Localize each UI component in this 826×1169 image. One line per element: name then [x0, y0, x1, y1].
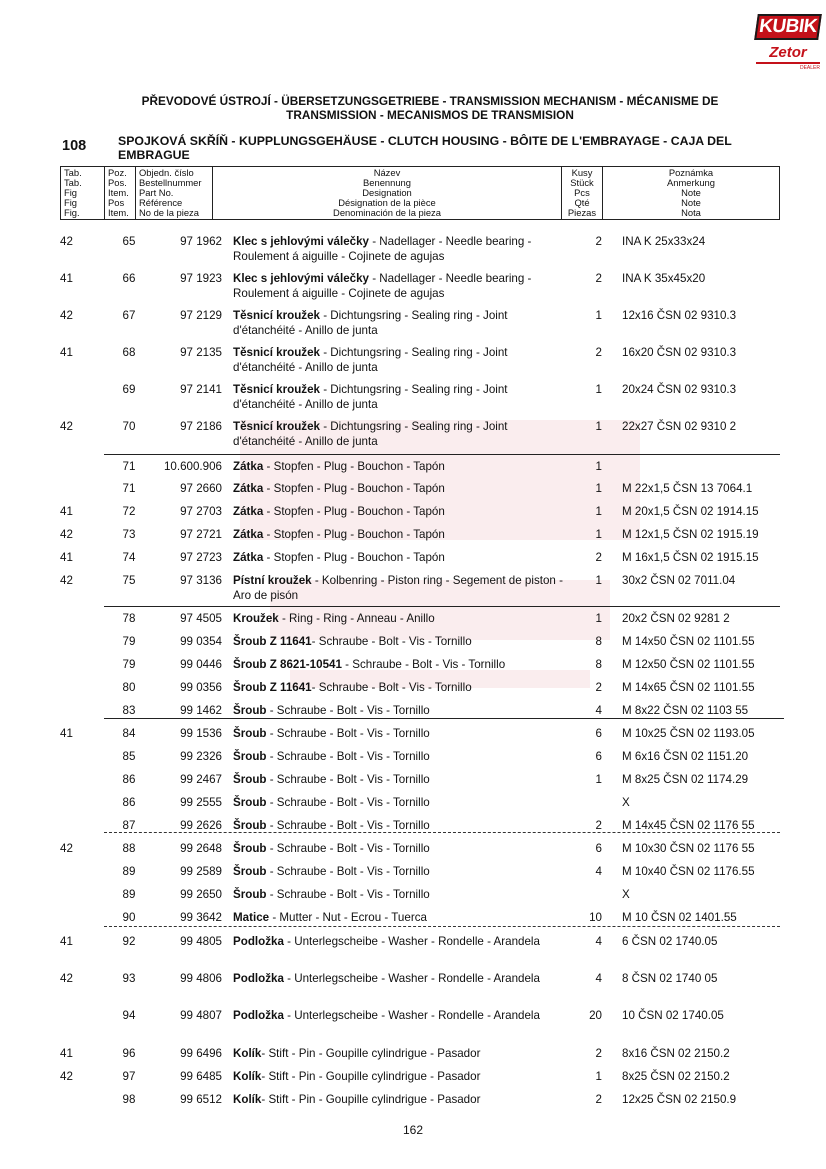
fig-cell: 42 [60, 420, 73, 433]
position-cell: 84 [122, 727, 136, 740]
note-cell: 6 ČSN 02 1740.05 [622, 935, 718, 948]
col-note-header: Poznámka Anmerkung Note Note Nota [603, 167, 780, 220]
quantity-cell: 8 [595, 658, 602, 671]
designation-cell [233, 574, 563, 603]
designation-cell [233, 346, 563, 375]
part-name-translations: - Schraube - Bolt - Vis - Tornillo [266, 888, 430, 901]
position-cell: 69 [122, 383, 136, 396]
part-name-cz: Kolík [233, 1093, 262, 1106]
part-name-translations: - Stopfen - Plug - Bouchon - Tapón [263, 482, 445, 495]
note-cell: M 6x16 ČSN 02 1151.20 [622, 750, 749, 763]
designation-cell [233, 505, 563, 520]
part-name-translations: - Dichtungsring - Sealing ring - Joint d'étanchéité - Anillo de junta [233, 309, 508, 337]
designation-cell [233, 972, 563, 987]
quantity-cell: 6 [595, 842, 602, 855]
part-name-translations: - Kolbenring - Piston ring - Segement de piston - Aro de pisón [233, 574, 563, 602]
note-cell: M 20x1,5 ČSN 02 1914.15 [622, 505, 759, 518]
part-number-cell: 97 1962 [180, 235, 222, 248]
note-cell: INA K 25x33x24 [622, 235, 706, 248]
quantity-cell: 1 [595, 528, 602, 541]
part-name-translations: - Schraube - Bolt - Vis - Tornillo [266, 773, 430, 786]
position-cell: 79 [122, 658, 136, 671]
part-name-cz: Šroub [233, 796, 267, 809]
position-cell: 98 [122, 1093, 136, 1106]
part-number-cell: 97 2723 [180, 551, 222, 564]
designation-cell [233, 309, 563, 338]
page-number: 162 [402, 1123, 424, 1137]
part-number-cell: 99 4807 [180, 1009, 222, 1022]
note-cell: X [622, 888, 630, 901]
position-cell: 86 [122, 773, 136, 786]
group-separator [104, 606, 780, 607]
part-name-translations: - Schraube - Bolt - Vis - Tornillo [311, 635, 472, 648]
position-cell: 78 [122, 612, 136, 625]
quantity-cell: 1 [595, 505, 602, 518]
part-name-translations: - Stopfen - Plug - Bouchon - Tapón [263, 505, 445, 518]
logo-tagline: DEALER [799, 65, 820, 71]
designation-cell [233, 272, 563, 301]
position-cell: 87 [122, 819, 136, 832]
note-cell: M 16x1,5 ČSN 02 1915.15 [622, 551, 759, 564]
part-name-cz: Šroub Z 8621-10541 [233, 658, 342, 671]
quantity-cell: 1 [595, 1070, 602, 1083]
quantity-cell: 6 [595, 727, 602, 740]
part-name-translations: - Schraube - Bolt - Vis - Tornillo [266, 727, 430, 740]
part-name-translations: - Schraube - Bolt - Vis - Tornillo [311, 681, 472, 694]
designation-cell [233, 482, 563, 497]
position-cell: 65 [122, 235, 136, 248]
note-cell: M 10x25 ČSN 02 1193.05 [622, 727, 755, 740]
part-number-cell: 99 4805 [180, 935, 222, 948]
part-number-cell: 99 2648 [180, 842, 222, 855]
part-name-cz: Šroub [233, 888, 267, 901]
col-fig-header: Tab. Tab. Fig Fig Fig. [61, 167, 105, 220]
part-name-cz: Šroub [233, 750, 267, 763]
part-name-translations: - Stift - Pin - Goupille cylindrigue - Pasador [261, 1070, 481, 1083]
part-name-cz: Klec s jehlovými válečky [233, 235, 369, 248]
col-qty-header: Kusy Stück Pcs Qté Piezas [562, 167, 603, 220]
part-name-translations: - Schraube - Bolt - Vis - Tornillo [341, 658, 506, 671]
part-number-cell: 97 2660 [180, 482, 222, 495]
part-number-cell: 97 2721 [180, 528, 222, 541]
part-number-cell: 97 2186 [180, 420, 222, 433]
col-name-header: Název Benennung Designation Désignation de la pièce Denominación de la pieza [213, 167, 562, 220]
fig-cell: 42 [60, 972, 73, 985]
designation-cell [233, 635, 563, 650]
quantity-cell: 4 [595, 935, 602, 948]
part-name-translations: - Stift - Pin - Goupille cylindrigue - Pasador [261, 1047, 481, 1060]
quantity-cell: 6 [595, 750, 602, 763]
part-number-cell: 99 1536 [180, 727, 222, 740]
part-name-cz: Podložka [233, 935, 284, 948]
position-cell: 72 [122, 505, 136, 518]
fig-cell: 41 [60, 551, 73, 564]
quantity-cell: 4 [595, 972, 602, 985]
part-number-cell: 99 2467 [180, 773, 222, 786]
part-name-translations: - Schraube - Bolt - Vis - Tornillo [266, 865, 430, 878]
note-cell: 12x16 ČSN 02 9310.3 [622, 309, 737, 322]
position-cell: 89 [122, 865, 136, 878]
note-cell: X [622, 796, 630, 809]
part-number-cell: 97 2703 [180, 505, 222, 518]
part-name-translations: - Dichtungsring - Sealing ring - Joint d'étanchéité - Anillo de junta [233, 383, 508, 411]
note-cell: M 22x1,5 ČSN 13 7064.1 [622, 482, 753, 495]
fig-cell: 41 [60, 935, 73, 948]
part-name-translations: - Dichtungsring - Sealing ring - Joint d'étanchéité - Anillo de junta [233, 420, 508, 448]
designation-cell [233, 551, 563, 566]
position-cell: 71 [122, 460, 136, 473]
position-cell: 85 [122, 750, 136, 763]
part-name-translations: - Schraube - Bolt - Vis - Tornillo [266, 750, 430, 763]
fig-cell: 41 [60, 346, 73, 359]
position-cell: 96 [122, 1047, 136, 1060]
part-name-cz: Kroužek [233, 612, 279, 625]
note-cell: INA K 35x45x20 [622, 272, 706, 285]
position-cell: 89 [122, 888, 136, 901]
part-name-translations: - Schraube - Bolt - Vis - Tornillo [266, 819, 430, 832]
quantity-cell: 10 [589, 911, 602, 924]
part-number-cell: 97 4505 [180, 612, 222, 625]
quantity-cell: 2 [595, 346, 602, 359]
part-name-cz: Pístní kroužek [233, 574, 312, 587]
designation-cell [233, 420, 563, 449]
part-number-cell: 97 2141 [180, 383, 222, 396]
part-number-cell: 97 2135 [180, 346, 222, 359]
part-number-cell: 99 0446 [180, 658, 222, 671]
fig-cell: 42 [60, 235, 73, 248]
position-cell: 66 [122, 272, 136, 285]
part-name-cz: Šroub [233, 727, 267, 740]
quantity-cell: 4 [595, 865, 602, 878]
part-number-cell: 99 2650 [180, 888, 222, 901]
note-cell: M 14x65 ČSN 02 1101.55 [622, 681, 755, 694]
note-cell: M 14x50 ČSN 02 1101.55 [622, 635, 755, 648]
part-name-translations: - Dichtungsring - Sealing ring - Joint d'étanchéité - Anillo de junta [233, 346, 508, 374]
designation-cell [233, 704, 563, 719]
quantity-cell: 1 [595, 574, 602, 587]
designation-cell [233, 911, 563, 926]
quantity-cell: 2 [595, 551, 602, 564]
quantity-cell: 1 [595, 383, 602, 396]
designation-cell [233, 1009, 563, 1024]
part-number-cell: 99 2589 [180, 865, 222, 878]
position-cell: 94 [122, 1009, 136, 1022]
part-name-cz: Kolík [233, 1047, 262, 1060]
quantity-cell: 1 [595, 612, 602, 625]
part-name-translations: - Unterlegscheibe - Washer - Rondelle - Arandela [283, 935, 540, 948]
part-number-cell: 99 6512 [180, 1093, 222, 1106]
position-cell: 73 [122, 528, 136, 541]
part-name-cz: Podložka [233, 972, 284, 985]
part-name-cz: Šroub [233, 865, 267, 878]
part-number-cell: 99 6496 [180, 1047, 222, 1060]
part-name-cz: Zátka [233, 551, 264, 564]
part-number-cell: 99 3642 [180, 911, 222, 924]
part-number-cell: 99 2555 [180, 796, 222, 809]
group-separator [104, 926, 780, 927]
designation-cell [233, 681, 563, 696]
quantity-cell: 2 [595, 235, 602, 248]
part-name-translations: - Schraube - Bolt - Vis - Tornillo [266, 796, 430, 809]
position-cell: 74 [122, 551, 136, 564]
quantity-cell: 4 [595, 704, 602, 717]
group-separator [104, 832, 780, 833]
chapter-title: PŘEVODOVÉ ÚSTROJÍ - ÜBERSETZUNGSGETRIEBE - TRANSMISSION MECHANISM - MÉCANISME DE TRANSMISSION - MECANISMOS DE TRANSMISION [141, 94, 719, 122]
note-cell: M 8x22 ČSN 02 1103 55 [622, 704, 749, 717]
designation-cell [233, 727, 563, 742]
position-cell: 83 [122, 704, 136, 717]
note-cell: 8x16 ČSN 02 2150.2 [622, 1047, 730, 1060]
fig-cell: 42 [60, 528, 73, 541]
note-cell: 20x2 ČSN 02 9281 2 [622, 612, 730, 625]
part-name-cz: Šroub [233, 819, 267, 832]
note-cell: M 14x45 ČSN 02 1176 55 [622, 819, 755, 832]
fig-cell: 41 [60, 727, 73, 740]
quantity-cell: 1 [595, 773, 602, 786]
part-name-cz: Zátka [233, 528, 264, 541]
designation-cell [233, 383, 563, 412]
part-number-cell: 10.600.906 [163, 460, 222, 473]
section-title: SPOJKOVÁ SKŘÍŇ - KUPPLUNGSGEHÄUSE - CLUTCH HOUSING - BÔITE DE L'EMBRAYAGE - CAJA DEL EMBRAGUE [118, 134, 732, 162]
group-separator [104, 718, 784, 719]
part-name-cz: Matice [233, 911, 270, 924]
part-name-translations: - Nadellager - Needle bearing - Roulement á aiguille - Cojinete de agujas [233, 235, 532, 263]
group-separator [104, 454, 780, 455]
position-cell: 86 [122, 796, 136, 809]
part-number-cell: 97 2129 [180, 309, 222, 322]
note-cell: 30x2 ČSN 02 7011.04 [622, 574, 736, 587]
designation-cell [233, 1047, 563, 1062]
position-cell: 92 [122, 935, 136, 948]
position-cell: 68 [122, 346, 136, 359]
fig-cell: 41 [60, 1047, 73, 1060]
note-cell: 10 ČSN 02 1740.05 [622, 1009, 724, 1022]
designation-cell [233, 528, 563, 543]
position-cell: 70 [122, 420, 136, 433]
note-cell: 8x25 ČSN 02 2150.2 [622, 1070, 730, 1083]
part-name-cz: Šroub Z 11641 [233, 681, 312, 694]
quantity-cell: 8 [595, 635, 602, 648]
logo-brand: KUBIK [754, 14, 822, 40]
part-name-cz: Šroub [233, 704, 267, 717]
part-name-translations: - Nadellager - Needle bearing - Roulement á aiguille - Cojinete de agujas [233, 272, 532, 300]
position-cell: 67 [122, 309, 136, 322]
note-cell: 12x25 ČSN 02 2150.9 [622, 1093, 737, 1106]
note-cell: M 8x25 ČSN 02 1174.29 [622, 773, 749, 786]
note-cell: 8 ČSN 02 1740 05 [622, 972, 718, 985]
designation-cell [233, 658, 563, 673]
designation-cell [233, 842, 563, 857]
col-ref-header: Objedn. číslo Bestellnummer Part No. Référence No de la pieza [136, 167, 213, 220]
quantity-cell: 1 [595, 309, 602, 322]
designation-cell [233, 888, 563, 903]
part-number-cell: 99 0356 [180, 681, 222, 694]
part-name-cz: Podložka [233, 1009, 284, 1022]
note-cell: 22x27 ČSN 02 9310 2 [622, 420, 737, 433]
designation-cell [233, 865, 563, 880]
part-number-cell: 99 4806 [180, 972, 222, 985]
part-number-cell: 97 1923 [180, 272, 222, 285]
note-cell: M 12x50 ČSN 02 1101.55 [622, 658, 755, 671]
quantity-cell: 2 [595, 1047, 602, 1060]
position-cell: 79 [122, 635, 136, 648]
fig-cell: 42 [60, 1070, 73, 1083]
part-name-cz: Klec s jehlovými válečky [233, 272, 369, 285]
fig-cell: 41 [60, 272, 73, 285]
part-name-cz: Zátka [233, 505, 264, 518]
quantity-cell: 2 [595, 681, 602, 694]
part-name-translations: - Stopfen - Plug - Bouchon - Tapón [263, 528, 445, 541]
part-number-cell: 99 0354 [180, 635, 222, 648]
note-cell: 16x20 ČSN 02 9310.3 [622, 346, 737, 359]
designation-cell [233, 773, 563, 788]
designation-cell [233, 1093, 563, 1108]
part-number-cell: 99 6485 [180, 1070, 222, 1083]
section-number: 108 [62, 138, 87, 154]
part-name-cz: Šroub [233, 773, 267, 786]
designation-cell [233, 935, 563, 950]
position-cell: 75 [122, 574, 136, 587]
note-cell: M 12x1,5 ČSN 02 1915.19 [622, 528, 759, 541]
quantity-cell: 2 [595, 272, 602, 285]
quantity-cell: 20 [589, 1009, 602, 1022]
fig-cell: 42 [60, 842, 73, 855]
quantity-cell: 1 [595, 460, 602, 473]
designation-cell [233, 235, 563, 264]
part-name-cz: Šroub Z 11641 [233, 635, 312, 648]
designation-cell [233, 460, 563, 475]
position-cell: 90 [122, 911, 136, 924]
part-name-translations: - Schraube - Bolt - Vis - Tornillo [266, 704, 430, 717]
part-name-translations: - Ring - Ring - Anneau - Anillo [278, 612, 435, 625]
quantity-cell: 2 [595, 819, 602, 832]
note-cell: M 10x40 ČSN 02 1176.55 [622, 865, 755, 878]
part-name-cz: Těsnicí kroužek [233, 346, 320, 359]
part-name-cz: Šroub [233, 842, 267, 855]
part-name-cz: Zátka [233, 460, 264, 473]
fig-cell: 42 [60, 309, 73, 322]
part-number-cell: 99 1462 [180, 704, 222, 717]
quantity-cell: 1 [595, 482, 602, 495]
part-name-cz: Těsnicí kroužek [233, 383, 320, 396]
part-name-cz: Těsnicí kroužek [233, 309, 320, 322]
part-name-translations: - Stopfen - Plug - Bouchon - Tapón [263, 460, 445, 473]
logo-sub: Zetor [756, 44, 820, 64]
col-pos-header: Poz. Pos. Item. Pos Item. [105, 167, 136, 220]
part-name-translations: - Mutter - Nut - Ecrou - Tuerca [269, 911, 427, 924]
fig-cell: 41 [60, 505, 73, 518]
part-name-translations: - Unterlegscheibe - Washer - Rondelle - Arandela [283, 972, 540, 985]
position-cell: 71 [122, 482, 136, 495]
part-number-cell: 99 2326 [180, 750, 222, 763]
designation-cell [233, 750, 563, 765]
part-name-cz: Zátka [233, 482, 264, 495]
part-name-translations: - Stift - Pin - Goupille cylindrigue - Pasador [261, 1093, 481, 1106]
position-cell: 80 [122, 681, 136, 694]
part-number-cell: 99 2626 [180, 819, 222, 832]
note-cell: M 10x30 ČSN 02 1176 55 [622, 842, 755, 855]
part-name-cz: Kolík [233, 1070, 262, 1083]
part-number-cell: 97 3136 [180, 574, 222, 587]
designation-cell [233, 1070, 563, 1085]
position-cell: 93 [122, 972, 136, 985]
designation-cell [233, 612, 563, 627]
part-name-translations: - Unterlegscheibe - Washer - Rondelle - Arandela [283, 1009, 540, 1022]
designation-cell [233, 796, 563, 811]
part-name-cz: Těsnicí kroužek [233, 420, 320, 433]
position-cell: 97 [122, 1070, 136, 1083]
quantity-cell: 2 [595, 1093, 602, 1106]
note-cell: 20x24 ČSN 02 9310.3 [622, 383, 737, 396]
fig-cell: 42 [60, 574, 73, 587]
position-cell: 88 [122, 842, 136, 855]
part-name-translations: - Stopfen - Plug - Bouchon - Tapón [263, 551, 445, 564]
part-name-translations: - Schraube - Bolt - Vis - Tornillo [266, 842, 430, 855]
note-cell: M 10 ČSN 02 1401.55 [622, 911, 737, 924]
quantity-cell: 1 [595, 420, 602, 433]
